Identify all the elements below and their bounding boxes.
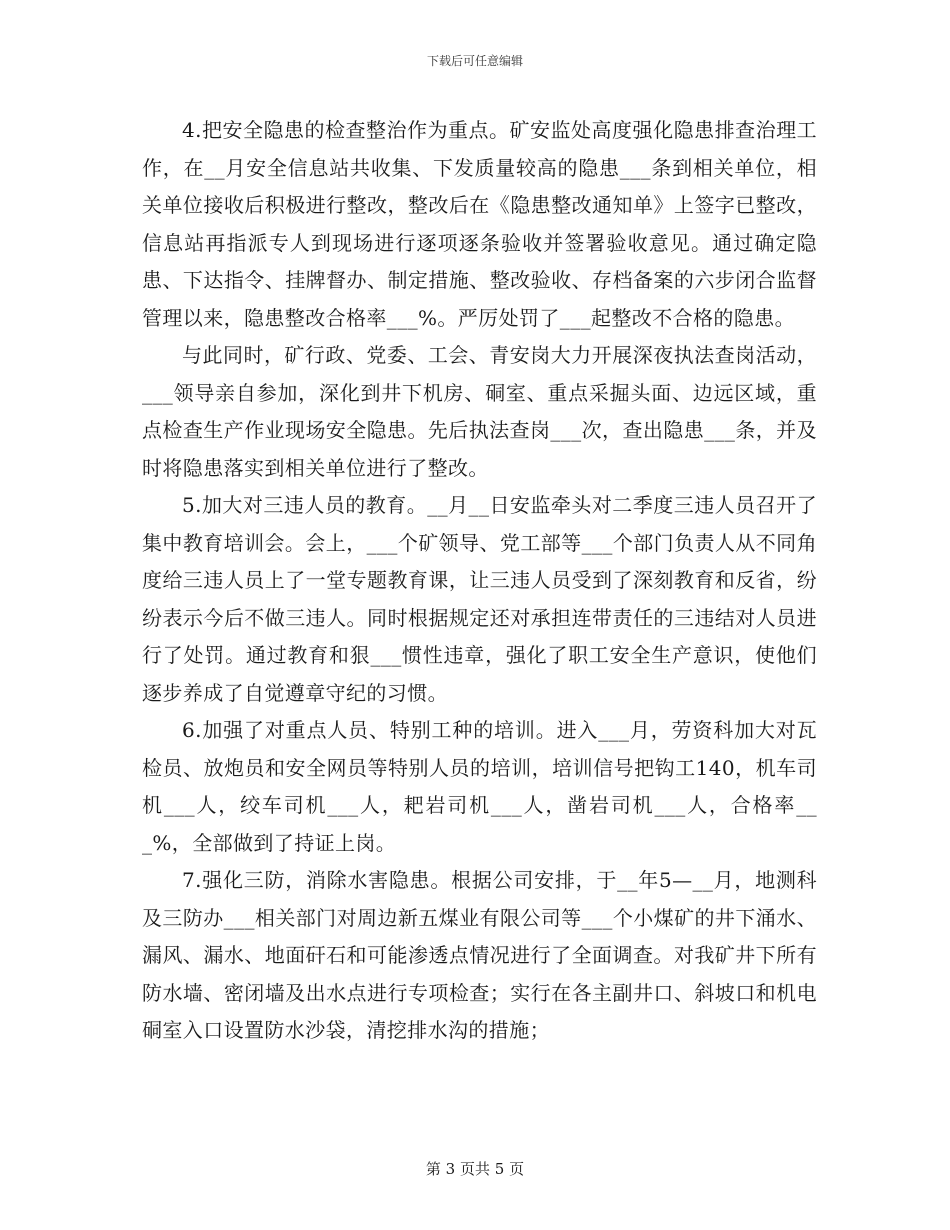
paragraph-item-7: 7.强化三防，消除水害隐患。根据公司安排，于__年5—__月，地测科及三防办___相关部门对周边新五煤业有限公司等___个小煤矿的井下涌水、漏风、漏水、地面矸石和可能渗透点情况进行了全面调查。对我矿井下所有防水墙、密闭墙及出水点进行专项检查；实行在各主副井口、斜坡口和机电硐室入口设置防水沙袋，清挖排水沟的措施； bbox=[142, 868, 817, 1042]
paragraph-item-4: 4.把安全隐患的检查整治作为重点。矿安监处高度强化隐患排查治理工作，在__月安全信息站共收集、下发质量较高的隐患___条到相关单位，相关单位接收后积极进行整改，整改后在《隐患整改通知单》上签字已整改，信息站再指派专人到现场进行逐项逐条验收并签署验收意见。通过确定隐患、下达指令、挂牌督办、制定措施、整改验收、存档备案的六步闭合监督管理以来，隐患整改合格率___%。严厉处罚了___起整改不合格的隐患。 bbox=[142, 118, 817, 330]
document-body bbox=[142, 112, 817, 1050]
paragraph-item-5: 5.加大对三违人员的教育。__月__日安监牵头对二季度三违人员召开了集中教育培训会。会上，___个矿领导、党工部等___个部门负责人从不同角度给三违人员上了一堂专题教育课，让三违人员受到了深刻教育和反省，纷纷表示今后不做三违人。同时根据规定还对承担连带责任的三违结对人员进行了处罚。通过教育和狠___惯性违章，强化了职工安全生产意识，使他们逐步养成了自觉遵章守纪的习惯。 bbox=[142, 493, 817, 705]
paragraph-item-6: 6.加强了对重点人员、特别工种的培训。进入___月，劳资科加大对瓦检员、放炮员和安全网员等特别人员的培训，培训信号把钩工140，机车司机___人，绞车司机___人，耙岩司机___人，凿岩司机___人，合格率___%，全部做到了持证上岗。 bbox=[142, 718, 817, 855]
paragraph-night-inspection: 与此同时，矿行政、党委、工会、青安岗大力开展深夜执法查岗活动，___领导亲自参加，深化到井下机房、硐室、重点采掘头面、边远区域，重点检查生产作业现场安全隐患。先后执法查岗___次，查出隐患___条，并及时将隐患落实到相关单位进行了整改。 bbox=[142, 343, 817, 480]
page-footer: 第 3 页共 5 页 bbox=[425, 1160, 525, 1178]
page-header: 下载后可任意编辑 bbox=[426, 54, 523, 68]
